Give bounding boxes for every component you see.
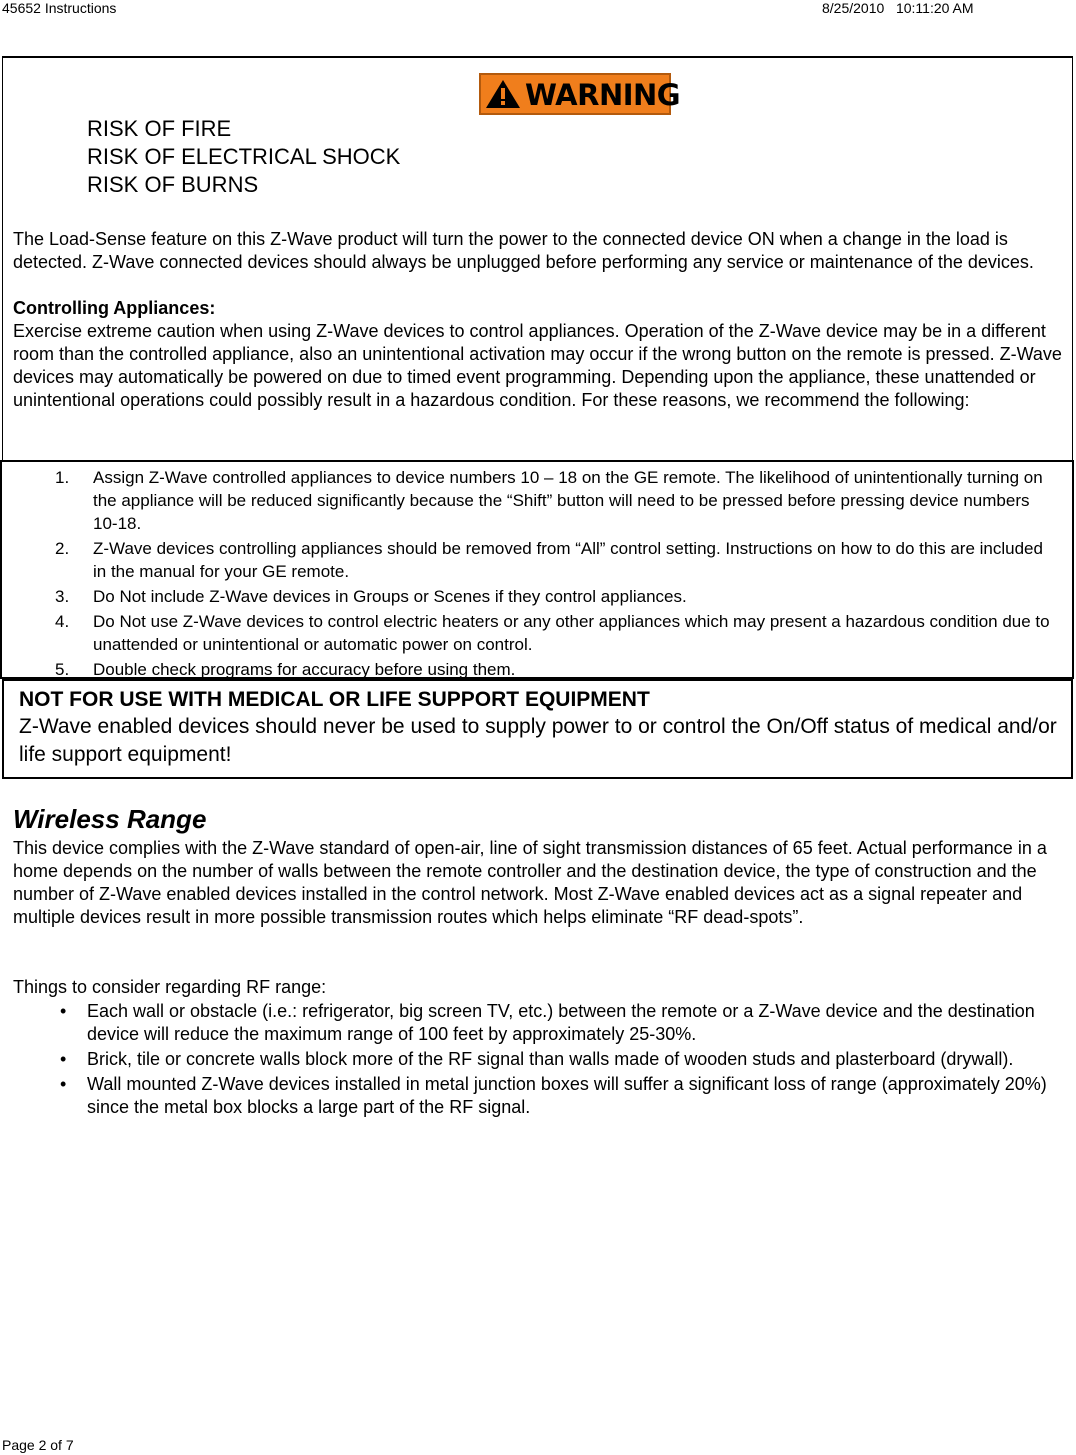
bullet-text: Brick, tile or concrete walls block more of the RF signal than walls made of wooden studs and plasterboard (drywall). (87, 1049, 1014, 1069)
load-sense-paragraph: The Load-Sense feature on this Z-Wave product will turn the power to the connected device ON when a change in the load is detected. Z-Wave connected devices should always be unplugged before performing any service or maintenance of the devices. (13, 229, 1034, 272)
list-number: 5. (55, 660, 70, 679)
wireless-range-heading: Wireless Range (13, 804, 207, 834)
list-number: 3. (55, 587, 70, 606)
bullet-text: Wall mounted Z-Wave devices installed in metal junction boxes will suffer a significant loss of range (approximately 20%) since the metal box blocks a large part of the RF signal. (87, 1074, 1047, 1117)
list-item (60, 1000, 1060, 1046)
list-item (55, 610, 1055, 656)
wireless-range-paragraph: This device complies with the Z-Wave standard of open-air, line of sight transmission distances of 65 feet. Actual performance in a home depends on the number of walls between the remote controller and the destination device, the type of construction and the number of Z-Wave enabled devices installed in the control network. Most Z-Wave enabled devices act as a signal repeater and multiple devices result in more possible transmission routes which helps eliminate “RF dead-spots”. (13, 838, 1047, 927)
warning-sign (479, 73, 681, 115)
warning-sign-label: WARNING (525, 78, 681, 112)
document-title: 45652 Instructions (2, 0, 117, 16)
rf-range-considerations-label: Things to consider regarding RF range: (13, 977, 327, 997)
bullet-icon: • (60, 1001, 67, 1021)
list-number: 4. (55, 612, 70, 631)
bullet-icon: • (60, 1049, 67, 1069)
list-text: Do Not include Z-Wave devices in Groups or Scenes if they control appliances. (93, 587, 687, 606)
warning-body (13, 228, 1063, 412)
list-number: 2. (55, 539, 70, 558)
warning-triangle-icon (485, 79, 521, 109)
list-text: Assign Z-Wave controlled appliances to device numbers 10 – 18 on the GE remote. The likelihood of unintentionally turning on the appliance will be reduced significantly because the “Shift” button will need to be pressed before pressing device numbers 10-18. (93, 468, 1043, 533)
medical-notice-title: NOT FOR USE WITH MEDICAL OR LIFE SUPPORT EQUIPMENT (19, 688, 650, 711)
risk-fire: RISK OF FIRE (87, 116, 232, 141)
page-number: Page 2 of 7 (2, 1437, 74, 1453)
risk-electrical-shock: RISK OF ELECTRICAL SHOCK (87, 144, 401, 169)
list-item (55, 466, 1055, 535)
rf-range-bullets (60, 1000, 1060, 1121)
list-text: Z-Wave devices controlling appliances should be removed from “All” control setting. Instructions on how to do this are included in the manual for your GE remote. (93, 539, 1043, 581)
list-text: Double check programs for accuracy before using them. (93, 660, 516, 679)
list-item (55, 658, 1055, 681)
list-number: 1. (55, 468, 70, 487)
controlling-appliances-heading: Controlling Appliances: (13, 298, 216, 318)
recommendations-list (55, 466, 1055, 683)
medical-notice-text: Z-Wave enabled devices should never be used to supply power to or control the On/Off status of medical and/or life support equipment! (19, 715, 1057, 766)
print-timestamp: 8/25/2010 10:11:20 AM (822, 0, 974, 16)
controlling-appliances-paragraph: Exercise extreme caution when using Z-Wave devices to control appliances. Operation of the Z-Wave device may be in a different room than the controlled appliance, also an unintentional activation may occur if the wrong button on the remote is pressed. Z-Wave devices may automatically be powered on due to timed event programming. Depending upon the appliance, these unattended or unintentional operations could possibly result in a hazardous condition. For these reasons, we recommend the following: (13, 321, 1062, 410)
list-item (55, 537, 1055, 583)
list-text: Do Not use Z-Wave devices to control electric heaters or any other appliances which may present a hazardous condition due to unattended or unintentional or automatic power on control. (93, 612, 1050, 654)
list-item (55, 585, 1055, 608)
list-item (60, 1073, 1060, 1119)
bullet-text: Each wall or obstacle (i.e.: refrigerator, big screen TV, etc.) between the remote or a Z-Wave device and the destination device will reduce the maximum range of 100 feet by approximately 25-30%. (87, 1001, 1035, 1044)
bullet-icon: • (60, 1074, 67, 1094)
list-item (60, 1048, 1060, 1071)
risk-burns: RISK OF BURNS (87, 172, 259, 197)
